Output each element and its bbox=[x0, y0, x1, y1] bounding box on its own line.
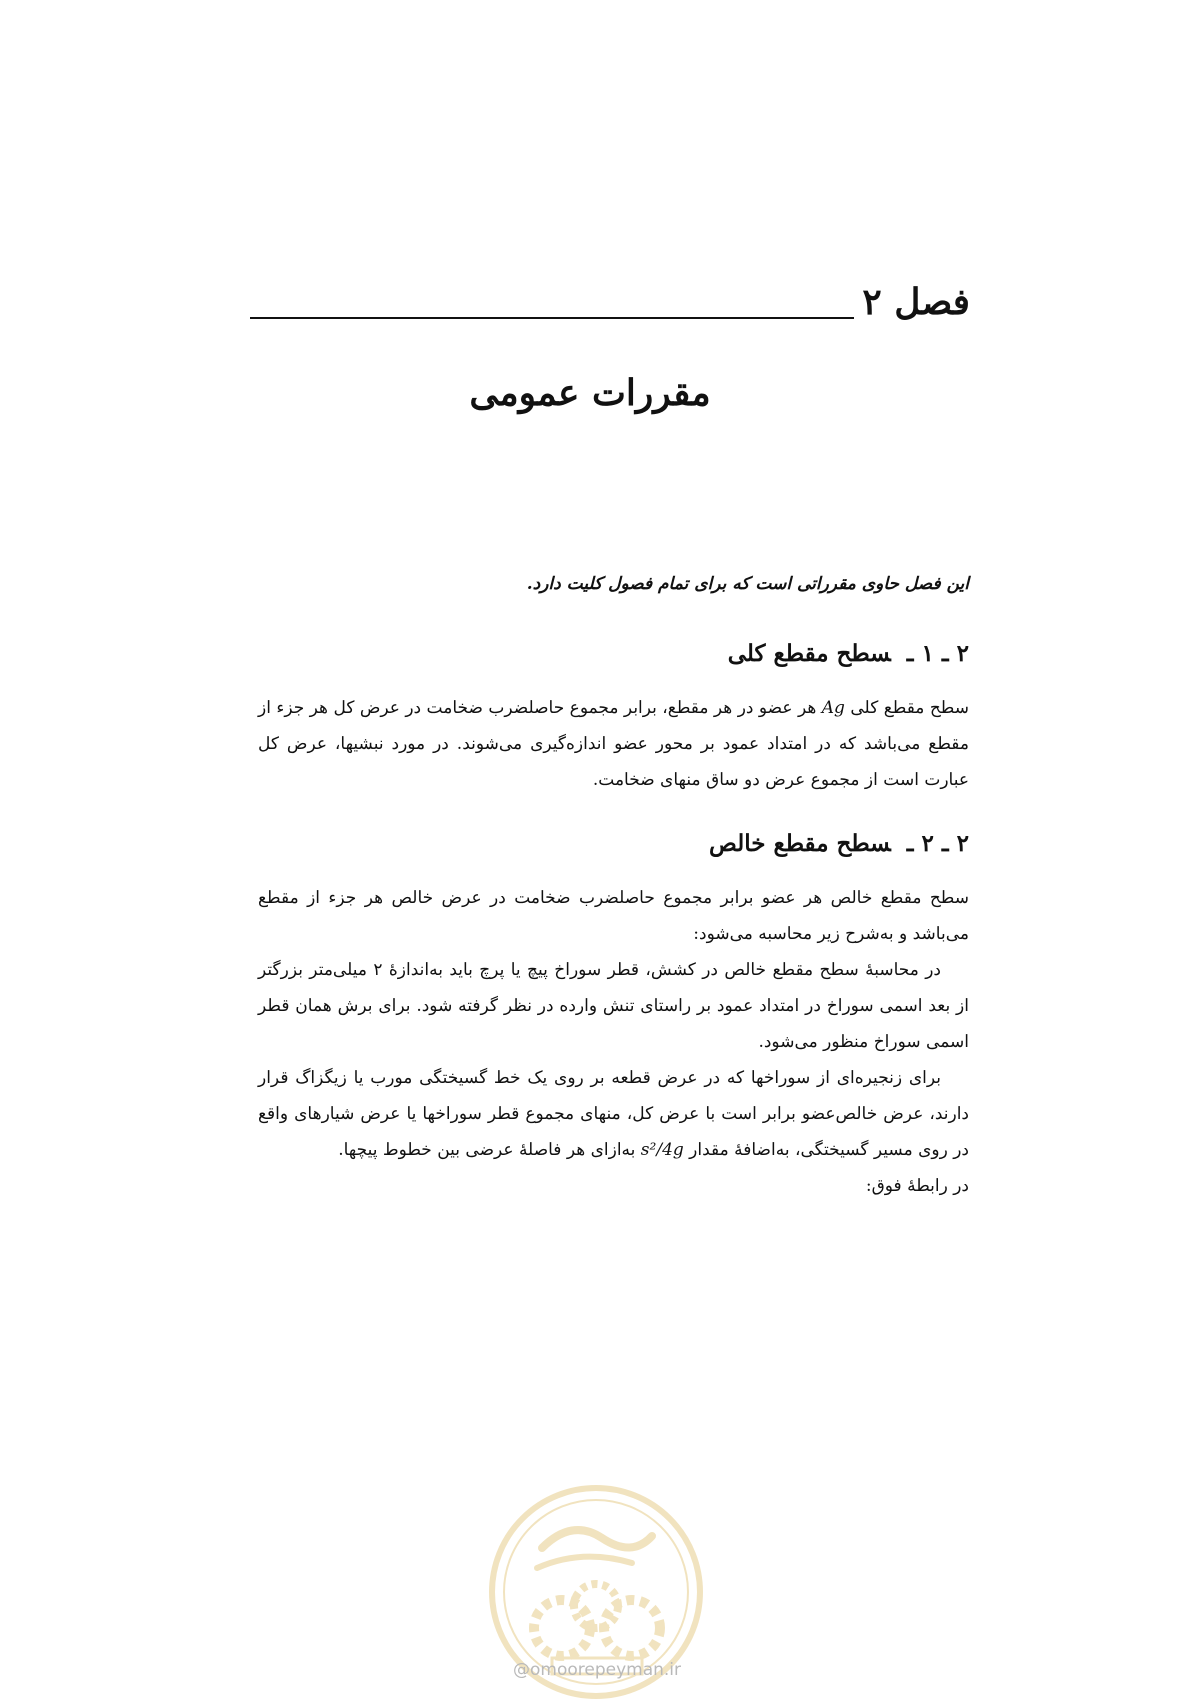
gross-area-symbol: Ag bbox=[821, 698, 845, 718]
section-number: ۲ ـ ۲ ـ bbox=[906, 830, 969, 857]
chapter-header bbox=[250, 280, 970, 330]
section-paragraph bbox=[258, 690, 969, 798]
paragraph-text: برای زنجیره‌ای از سوراخها که در عرض قطعه بر روی یک خط گسیختگی مورب یا زیگزاگ قرار دارند، عرض خالص‌عضو برابر است با عرض کل، منهای مجموع قطر سوراخها یا عرض شیارهای واقع در روی مسیر گسیختگی، به‌اضافهٔ مقدار bbox=[258, 1068, 969, 1160]
chapter-content bbox=[258, 566, 969, 1204]
section-title: سطح مقطع کلی bbox=[727, 640, 891, 667]
section-title: سطح مقطع خالص bbox=[709, 830, 891, 857]
chapter-title: مقررات عمومی bbox=[469, 372, 711, 414]
section-heading-2-2 bbox=[258, 824, 969, 864]
stagger-formula: s²/4g bbox=[640, 1140, 684, 1160]
chapter-label: فصل ۲ bbox=[854, 280, 970, 324]
section-paragraph: سطح مقطع خالص هر عضو برابر مجموع حاصلضرب ضخامت در عرض خالص هر جزء از مقطع می‌باشد و به‌شرح زیر محاسبه می‌شود: bbox=[258, 888, 969, 944]
chapter-rule bbox=[250, 317, 860, 319]
paragraph-text: هر عضو در هر مقطع، برابر مجموع حاصلضرب ضخامت در عرض کل هر جزء از مقطع می‌باشد که در امتداد عمود بر محور عضو اندازه‌گیری می‌شوند. در مورد نبشیها، عرض کل عبارت است از مجموع عرض دو ساق منهای ضخامت. bbox=[258, 698, 969, 790]
section-paragraph bbox=[258, 1060, 969, 1168]
section-heading-2-1 bbox=[258, 634, 969, 674]
section-paragraph: در محاسبهٔ سطح مقطع خالص در کشش، قطر سوراخ پیچ یا پرچ باید به‌اندازهٔ ۲ میلی‌متر بزرگتر از بعد اسمی سوراخ در امتداد عمود بر راستای تنش وارده در نظر گرفته شود. برای برش همان قطر اسمی سوراخ منظور می‌شود. bbox=[258, 960, 969, 1052]
paragraph-text: سطح مقطع کلی bbox=[850, 698, 969, 718]
watermark-text: @omoorepeyman.ir bbox=[512, 1660, 682, 1680]
section-number: ۲ ـ ۱ ـ bbox=[906, 640, 969, 667]
paragraph-text: به‌ازای هر فاصلهٔ عرضی بین خطوط پیچها. bbox=[338, 1140, 636, 1160]
section-paragraph: در رابطهٔ فوق: bbox=[865, 1176, 969, 1196]
chapter-intro: این فصل حاوی مقرراتی است که برای تمام فصول کلیت دارد. bbox=[526, 574, 969, 594]
